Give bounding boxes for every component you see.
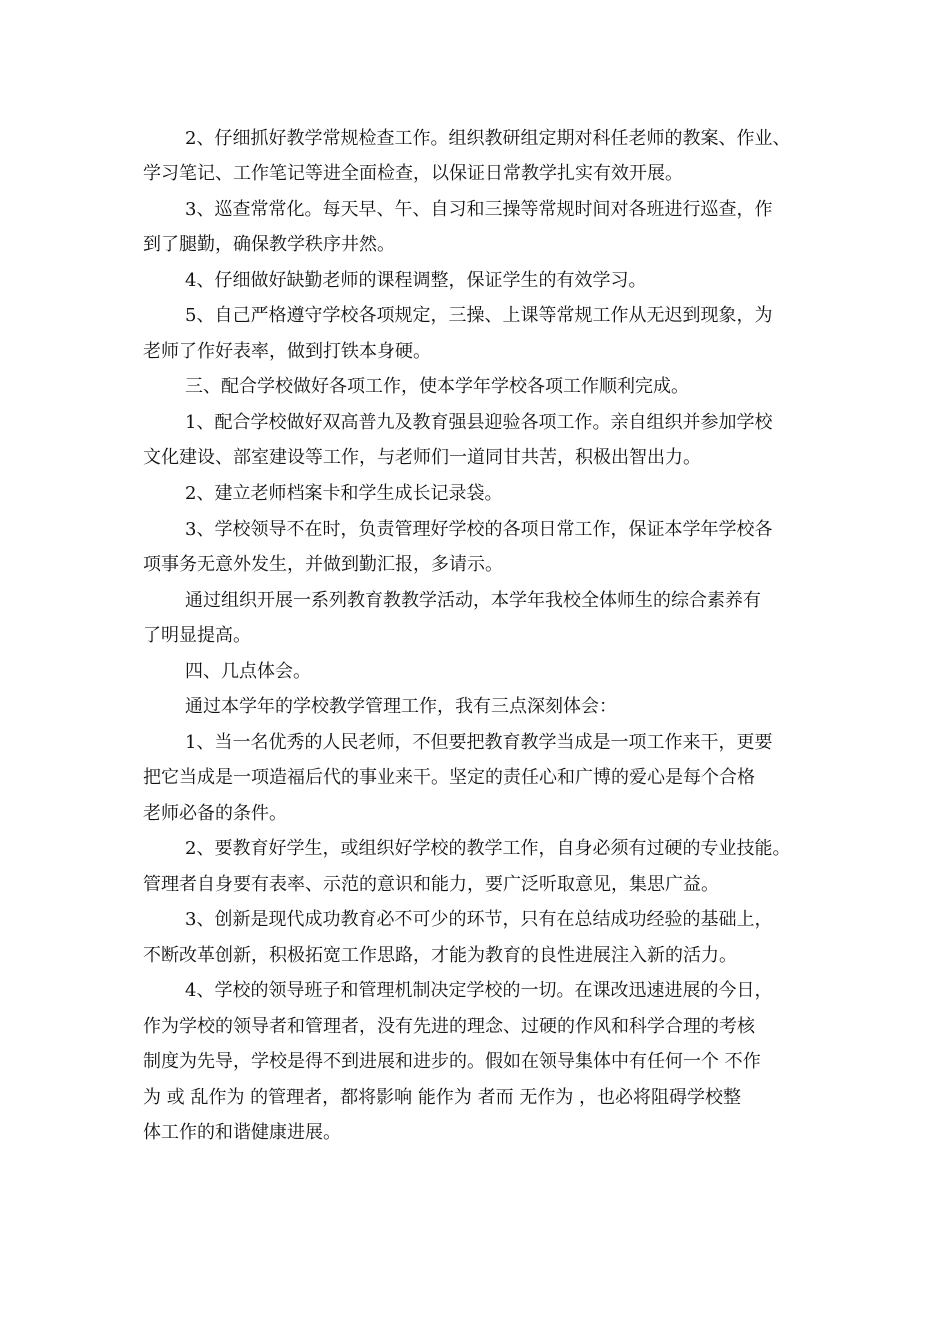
text-line: 3、巡查常常化。每天早、午、自习和三操等常规时间对各班进行巡查，作 <box>185 199 773 220</box>
text-line: 了明显提高。 <box>143 625 251 646</box>
text-line: 为 或 乱作为 的管理者，都将影响 能作为 者而 无作为 ，也必将阻碍学校整 <box>143 1087 742 1108</box>
text-line: 学习笔记、工作笔记等进全面检查，以保证日常教学扎实有效开展。 <box>143 163 683 184</box>
text-line: 到了腿勤，确保教学秩序井然。 <box>143 234 395 255</box>
text-line: 制度为先导，学校是得不到进展和进步的。假如在领导集体中有任何一个 不作 <box>143 1051 761 1072</box>
text-line: 1、当一名优秀的人民老师，不但要把教育教学当成是一项工作来干，更要 <box>185 732 773 753</box>
text-line: 2、仔细抓好教学常规检查工作。组织教研组定期对科任老师的教案、作业、 <box>185 128 791 149</box>
text-line: 4、仔细做好缺勤老师的课程调整，保证学生的有效学习。 <box>185 270 647 291</box>
text-line: 不断改革创新，积极拓宽工作思路，才能为教育的良性进展注入新的活力。 <box>143 945 737 966</box>
text-line: 管理者自身要有表率、示范的意识和能力，要广泛听取意见，集思广益。 <box>143 874 719 895</box>
text-line: 1、配合学校做好双高普九及教育强县迎验各项工作。亲自组织并参加学校 <box>185 412 773 433</box>
section-heading: 四、几点体会。 <box>185 661 311 682</box>
text-line: 5、自己严格遵守学校各项规定，三操、上课等常规工作从无迟到现象，为 <box>185 305 773 326</box>
text-line: 把它当成是一项造福后代的事业来干。坚定的责任心和广博的爱心是每个合格 <box>143 767 755 788</box>
text-line: 老师必备的条件。 <box>143 803 287 824</box>
text-line: 文化建设、部室建设等工作，与老师们一道同甘共苦，积极出智出力。 <box>143 447 701 468</box>
text-line: 体工作的和谐健康进展。 <box>143 1122 341 1143</box>
text-line: 4、学校的领导班子和管理机制决定学校的一切。在课改迅速进展的今日， <box>185 980 773 1001</box>
text-line: 作为学校的领导者和管理者，没有先进的理念、过硬的作风和科学合理的考核 <box>143 1016 755 1037</box>
text-line: 3、学校领导不在时，负责管理好学校的各项日常工作，保证本学年学校各 <box>185 519 773 540</box>
section-heading: 三、配合学校做好各项工作，使本学年学校各项工作顺利完成。 <box>185 376 689 397</box>
text-line: 老师了作好表率，做到打铁本身硬。 <box>143 341 431 362</box>
text-line: 项事务无意外发生，并做到勤汇报，多请示。 <box>143 554 503 575</box>
text-line: 2、建立老师档案卡和学生成长记录袋。 <box>185 483 503 504</box>
text-line: 3、创新是现代成功教育必不可少的环节，只有在总结成功经验的基础上， <box>185 909 773 930</box>
text-line: 通过组织开展一系列教育教教学活动，本学年我校全体师生的综合素养有 <box>185 590 761 611</box>
text-line: 通过本学年的学校教学管理工作，我有三点深刻体会： <box>185 696 617 717</box>
text-line: 2、要教育好学生，或组织好学校的教学工作，自身必须有过硬的专业技能。 <box>185 838 791 859</box>
